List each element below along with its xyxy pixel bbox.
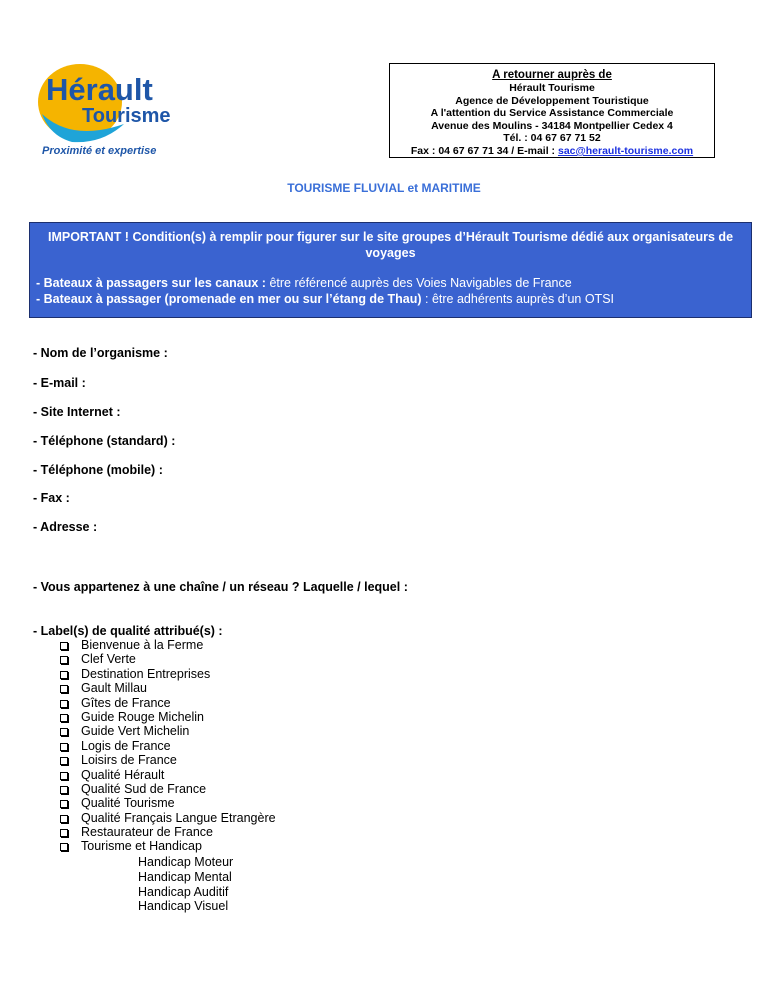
- field-fax: - Fax :: [33, 491, 70, 505]
- field-telephone-standard: - Téléphone (standard) :: [33, 434, 176, 448]
- return-line: Hérault Tourisme: [509, 82, 595, 94]
- herault-tourisme-logo: [32, 62, 182, 162]
- handicap-type: Handicap Auditif: [138, 884, 229, 899]
- label-text: Qualité Hérault: [81, 767, 165, 782]
- handicap-types-list: [138, 855, 233, 914]
- label-item: [58, 753, 276, 767]
- return-fax: Fax : 04 67 67 71 34 / E-mail :: [410, 144, 558, 157]
- checkbox[interactable]: [60, 714, 68, 722]
- condition-sea: [36, 291, 745, 307]
- checkbox[interactable]: [60, 843, 68, 851]
- label-text: Bienvenue à la Ferme: [81, 638, 204, 652]
- label-text: Tourisme et Handicap: [81, 839, 202, 854]
- field-email: - E-mail :: [33, 376, 86, 390]
- label-item: [58, 681, 276, 695]
- label-text: Loisirs de France: [81, 753, 177, 768]
- email-link[interactable]: sac@herault-tourisme.com: [557, 144, 694, 157]
- label-item: [58, 667, 276, 681]
- logo-graphic: [32, 62, 182, 162]
- label-item: [58, 696, 276, 710]
- label-text: Qualité Français Langue Etrangère: [81, 810, 276, 825]
- labels-list: [58, 638, 276, 854]
- label-item: [58, 811, 276, 825]
- logo-text-herault: Hérault: [46, 72, 153, 107]
- checkbox[interactable]: [60, 700, 68, 708]
- label-item: [58, 768, 276, 782]
- label-text: Qualité Tourisme: [81, 796, 175, 811]
- checkbox[interactable]: [60, 743, 68, 751]
- label-text: Clef Verte: [81, 652, 136, 667]
- field-telephone-mobile: - Téléphone (mobile) :: [33, 463, 163, 477]
- label-text: Gault Millau: [81, 681, 147, 696]
- important-conditions: [36, 275, 745, 307]
- condition-sea-text: : être adhérents auprès d’un OTSI: [421, 292, 614, 306]
- field-organisme: - Nom de l’organisme :: [33, 346, 168, 360]
- handicap-type: Handicap Visuel: [138, 899, 229, 914]
- condition-canals-label: - Bateaux à passagers sur les canaux :: [36, 276, 266, 290]
- important-notice-box: [29, 222, 752, 318]
- label-item: [58, 739, 276, 753]
- handicap-type: Handicap Mental: [138, 869, 232, 884]
- checkbox[interactable]: [60, 800, 68, 808]
- label-item: [58, 839, 276, 853]
- label-text: Gîtes de France: [81, 695, 171, 710]
- condition-canals: [36, 275, 745, 291]
- important-heading: IMPORTANT ! Condition(s) à remplir pour figurer sur le site groupes d’Hérault Tourisme dédié aux organisateurs de voyages: [47, 230, 734, 260]
- label-text: Guide Rouge Michelin: [81, 709, 204, 724]
- label-text: Guide Vert Michelin: [81, 724, 190, 739]
- checkbox[interactable]: [60, 656, 68, 664]
- label-item: [58, 638, 276, 652]
- checkbox[interactable]: [60, 786, 68, 794]
- label-text: Restaurateur de France: [81, 825, 214, 840]
- checkbox[interactable]: [60, 757, 68, 765]
- label-item: [58, 724, 276, 738]
- label-item: [58, 825, 276, 839]
- checkbox[interactable]: [60, 772, 68, 780]
- label-text: Qualité Sud de France: [81, 781, 207, 796]
- label-item: [58, 782, 276, 796]
- label-item: [58, 796, 276, 810]
- return-fax-email: [390, 145, 714, 158]
- section-title: TOURISME FLUVIAL et MARITIME: [287, 181, 481, 195]
- field-adresse: - Adresse :: [33, 520, 98, 534]
- field-chaine-reseau: - Vous appartenez à une chaîne / un réseau ? Laquelle / lequel :: [33, 580, 408, 594]
- label-item: [58, 710, 276, 724]
- label-text: Logis de France: [81, 738, 171, 753]
- field-site-internet: - Site Internet :: [33, 405, 121, 419]
- logo-tagline: Proximité et expertise: [42, 145, 157, 157]
- return-line: A l'attention du Service Assistance Commerciale: [430, 107, 674, 120]
- labels-title: - Label(s) de qualité attribué(s) :: [33, 624, 223, 638]
- checkbox[interactable]: [60, 685, 68, 693]
- label-text: Destination Entreprises: [81, 666, 211, 681]
- logo-text-tourisme: Tourisme: [82, 105, 171, 127]
- handicap-type: Handicap Moteur: [138, 855, 234, 869]
- condition-sea-label: - Bateaux à passager (promenade en mer ou sur l’étang de Thau): [36, 292, 422, 306]
- label-item: [58, 652, 276, 666]
- checkbox[interactable]: [60, 728, 68, 736]
- return-line: Agence de Développement Touristique: [455, 94, 649, 107]
- checkbox[interactable]: [60, 815, 68, 823]
- condition-canals-text: être référencé auprès des Voies Navigables de France: [265, 276, 572, 290]
- checkbox[interactable]: [60, 829, 68, 837]
- checkbox[interactable]: [60, 671, 68, 679]
- return-line: Tél. : 04 67 67 71 52: [503, 132, 601, 145]
- return-line: Avenue des Moulins - 34184 Montpellier Cedex 4: [431, 119, 673, 132]
- checkbox[interactable]: [60, 642, 68, 650]
- return-title: A retourner auprès de: [492, 69, 612, 81]
- return-address-box: [389, 63, 715, 158]
